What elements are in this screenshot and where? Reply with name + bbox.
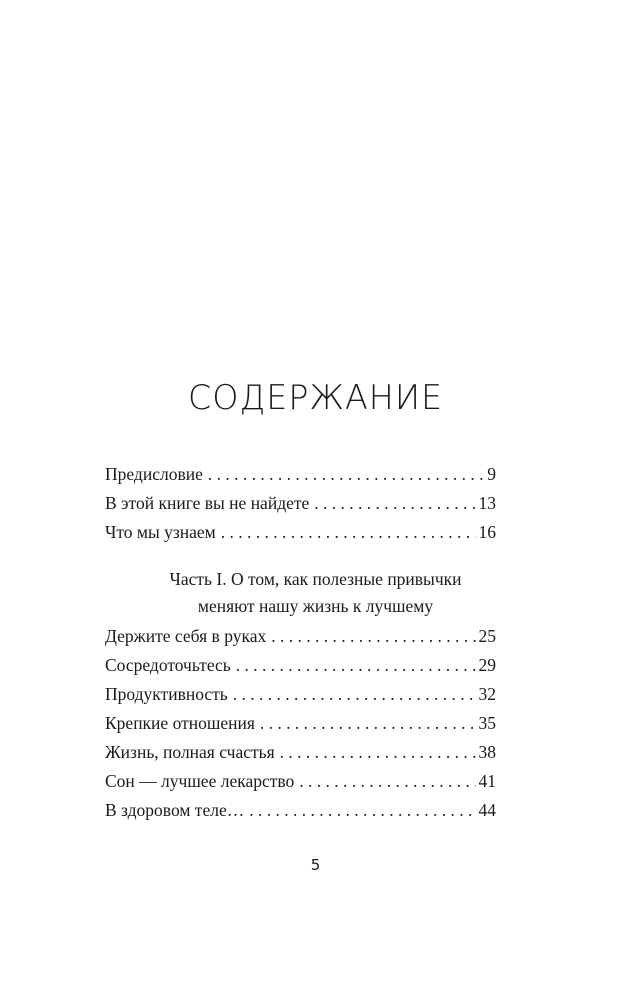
toc-entry-page: 16 [478,522,496,542]
toc-entry[interactable] [105,709,496,738]
part-title-line: меняют нашу жизнь к лучшему [197,596,434,616]
toc-entry[interactable] [105,796,496,825]
toc-entry[interactable] [105,767,496,796]
toc-entry-title: Продуктивность [105,684,228,704]
toc-entry-page: 29 [478,655,496,675]
part-title-line: Часть I. О том, как полезные привычки [169,569,462,589]
toc-entry[interactable] [105,738,496,767]
dot-leader [249,796,475,825]
toc-entry[interactable] [105,622,496,651]
dot-leader [208,460,484,489]
toc-entry[interactable] [105,460,496,489]
dot-leader [299,767,475,796]
page-number: 5 [310,856,321,874]
dot-leader [260,709,476,738]
toc-entry[interactable] [105,680,496,709]
toc-entry-page: 41 [478,771,496,791]
part-title [0,566,631,620]
toc-entry[interactable] [105,518,496,547]
toc-entry-page: 9 [487,464,496,484]
dot-leader [271,622,475,651]
dot-leader [280,738,476,767]
toc-entry-title: Что мы узнаем [105,522,216,542]
toc-entry[interactable] [105,651,496,680]
toc-entry-page: 32 [478,684,496,704]
toc-entry-title: Крепкие отношения [105,713,255,733]
toc-entry-title: В здоровом теле… [105,800,245,820]
dot-leader [314,489,475,518]
dot-leader [221,518,476,547]
toc-entry-title: Предисловие [105,464,203,484]
toc-entry-title: Жизнь, полная счастья [105,742,275,762]
toc-entry[interactable] [105,489,496,518]
toc-entry-title: Сон — лучшее лекарство [105,771,295,791]
toc-entry-page: 44 [478,800,496,820]
toc-entry-page: 38 [478,742,496,762]
toc-entry-title: Держите себя в руках [105,626,267,646]
toc-intro-list [105,460,496,547]
dot-leader [236,651,476,680]
dot-leader [233,680,476,709]
toc-entry-page: 13 [478,493,496,513]
toc-heading: СОДЕРЖАНИЕ [187,378,443,418]
toc-part1-list [105,622,496,825]
toc-entry-page: 35 [478,713,496,733]
toc-entry-title: Сосредоточьтесь [105,655,231,675]
toc-entry-title: В этой книге вы не найдете [105,493,310,513]
toc-entry-page: 25 [478,626,496,646]
